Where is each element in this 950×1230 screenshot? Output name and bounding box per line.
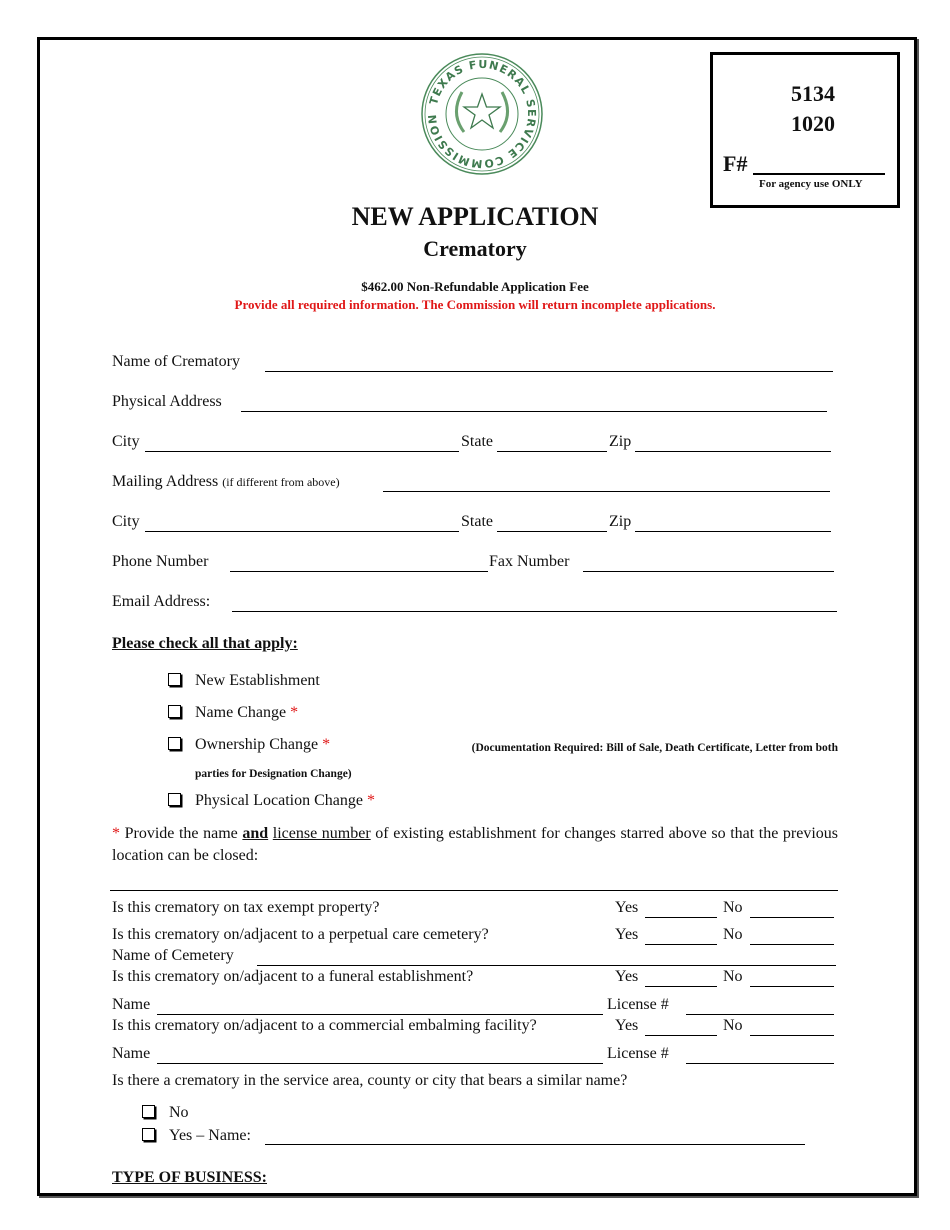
check-new-establishment[interactable] bbox=[168, 671, 320, 691]
svg-text:TEXAS FUNERAL SERVICE COMMISSI: TEXAS FUNERAL SERVICE COMMISSION bbox=[425, 57, 539, 171]
fax-field[interactable] bbox=[583, 571, 834, 572]
email-label: Email Address: bbox=[112, 593, 211, 610]
funeral-establishment-question: Is this crematory on/adjacent to a funeral establishment? bbox=[112, 968, 474, 985]
email-field[interactable] bbox=[232, 611, 837, 612]
checkbox[interactable] bbox=[168, 737, 181, 750]
required-star: * bbox=[290, 704, 299, 721]
city-label: City bbox=[112, 433, 140, 450]
mailing-zip-label: Zip bbox=[609, 513, 632, 530]
check-label: Ownership Change bbox=[195, 736, 319, 753]
mailing-zip-field[interactable] bbox=[635, 531, 831, 532]
cemetery-name-label: Name of Cemetery bbox=[112, 947, 234, 964]
check-label: New Establishment bbox=[195, 672, 320, 689]
agency-code-1: 5134 bbox=[791, 81, 835, 106]
funeral-no-field[interactable] bbox=[750, 986, 834, 987]
mailing-address-field[interactable] bbox=[383, 491, 830, 492]
phone-label: Phone Number bbox=[112, 553, 209, 570]
funeral-no-label: No bbox=[723, 968, 743, 985]
agency-use-note: For agency use ONLY bbox=[759, 178, 863, 190]
embalming-name-field[interactable] bbox=[157, 1063, 603, 1064]
cemetery-no-label: No bbox=[723, 926, 743, 943]
check-label: Physical Location Change bbox=[195, 792, 363, 809]
agency-code-2: 1020 bbox=[791, 111, 835, 136]
page-title: NEW APPLICATION bbox=[351, 202, 599, 231]
phone-field[interactable] bbox=[230, 571, 488, 572]
page-subtitle: Crematory bbox=[423, 236, 527, 261]
state-label: State bbox=[461, 433, 493, 450]
zip-field[interactable] bbox=[635, 451, 831, 452]
check-all-heading: Please check all that apply: bbox=[112, 635, 298, 652]
file-number-label: F# bbox=[723, 151, 748, 176]
embalming-question: Is this crematory on/adjacent to a commercial embalming facility? bbox=[112, 1017, 537, 1034]
mailing-city-label: City bbox=[112, 513, 140, 530]
fax-label: Fax Number bbox=[489, 553, 570, 570]
embalming-license-field[interactable] bbox=[686, 1063, 834, 1064]
embalming-license-label: License # bbox=[607, 1045, 669, 1062]
tax-exempt-question: Is this crematory on tax exempt property? bbox=[112, 899, 380, 916]
mailing-state-label: State bbox=[461, 513, 493, 530]
cemetery-yes-field[interactable] bbox=[645, 944, 717, 945]
similar-name-no-option[interactable] bbox=[142, 1103, 189, 1123]
physical-address-label: Physical Address bbox=[112, 393, 222, 410]
checkbox[interactable] bbox=[168, 793, 181, 806]
checkbox[interactable] bbox=[168, 673, 181, 686]
file-number-line[interactable] bbox=[753, 173, 885, 175]
mailing-address-note: (if different from above) bbox=[222, 475, 340, 489]
checkbox[interactable] bbox=[168, 705, 181, 718]
embalming-yes-label: Yes bbox=[615, 1017, 639, 1034]
state-field[interactable] bbox=[497, 451, 607, 452]
funeral-license-label: License # bbox=[607, 996, 669, 1013]
option-label: Yes – Name: bbox=[169, 1127, 251, 1144]
tax-exempt-yes-label: Yes bbox=[615, 899, 639, 916]
embalming-no-field[interactable] bbox=[750, 1035, 834, 1036]
agency-use-box bbox=[710, 52, 900, 208]
cemetery-name-field[interactable] bbox=[257, 965, 836, 966]
zip-label: Zip bbox=[609, 433, 632, 450]
mailing-address-label: Mailing Address (if different from above) bbox=[112, 473, 340, 490]
cemetery-yes-label: Yes bbox=[615, 926, 639, 943]
physical-address-field[interactable] bbox=[241, 411, 827, 412]
similar-name-yes-option[interactable] bbox=[142, 1126, 251, 1146]
required-star: * bbox=[322, 736, 331, 753]
tax-exempt-no-label: No bbox=[723, 899, 743, 916]
funeral-yes-field[interactable] bbox=[645, 986, 717, 987]
name-of-crematory-field[interactable] bbox=[265, 371, 833, 372]
ownership-documentation-note: (Documentation Required: Bill of Sale, Death Certificate, Letter from both bbox=[471, 742, 838, 754]
previous-location-field[interactable] bbox=[110, 890, 838, 891]
mailing-city-field[interactable] bbox=[145, 531, 459, 532]
option-label: No bbox=[169, 1104, 189, 1121]
checkbox[interactable] bbox=[142, 1128, 155, 1141]
previous-location-note: * Provide the name and license number of existing establishment for changes starred above so that the previous location can be closed: bbox=[112, 825, 839, 864]
embalming-yes-field[interactable] bbox=[645, 1035, 717, 1036]
tax-exempt-yes-field[interactable] bbox=[645, 917, 717, 918]
similar-name-question: Is there a crematory in the service area, county or city that bears a similar name? bbox=[112, 1072, 628, 1089]
required-star: * bbox=[366, 792, 375, 809]
type-of-business-heading: TYPE OF BUSINESS: bbox=[112, 1169, 267, 1186]
embalming-name-label: Name bbox=[112, 1045, 151, 1062]
mailing-state-field[interactable] bbox=[497, 531, 607, 532]
ownership-documentation-note-2: parties for Designation Change) bbox=[195, 768, 352, 780]
cemetery-no-field[interactable] bbox=[750, 944, 834, 945]
check-physical-location-change[interactable] bbox=[168, 791, 375, 811]
check-ownership-change[interactable] bbox=[168, 735, 838, 755]
name-of-crematory-label: Name of Crematory bbox=[112, 353, 240, 370]
funeral-yes-label: Yes bbox=[615, 968, 639, 985]
checkbox[interactable] bbox=[142, 1105, 155, 1118]
tax-exempt-no-field[interactable] bbox=[750, 917, 834, 918]
cemetery-question: Is this crematory on/adjacent to a perpetual care cemetery? bbox=[112, 926, 489, 943]
funeral-license-field[interactable] bbox=[686, 1014, 834, 1015]
required-warning: Provide all required information. The Commission will return incomplete applications. bbox=[234, 297, 716, 312]
funeral-name-field[interactable] bbox=[157, 1014, 603, 1015]
funeral-name-label: Name bbox=[112, 996, 151, 1013]
embalming-no-label: No bbox=[723, 1017, 743, 1034]
similar-name-field[interactable] bbox=[265, 1144, 805, 1145]
texas-funeral-service-commission-seal bbox=[420, 52, 544, 176]
check-name-change[interactable] bbox=[168, 703, 298, 723]
application-fee: $462.00 Non-Refundable Application Fee bbox=[361, 279, 589, 294]
check-label: Name Change bbox=[195, 704, 287, 721]
city-field[interactable] bbox=[145, 451, 459, 452]
